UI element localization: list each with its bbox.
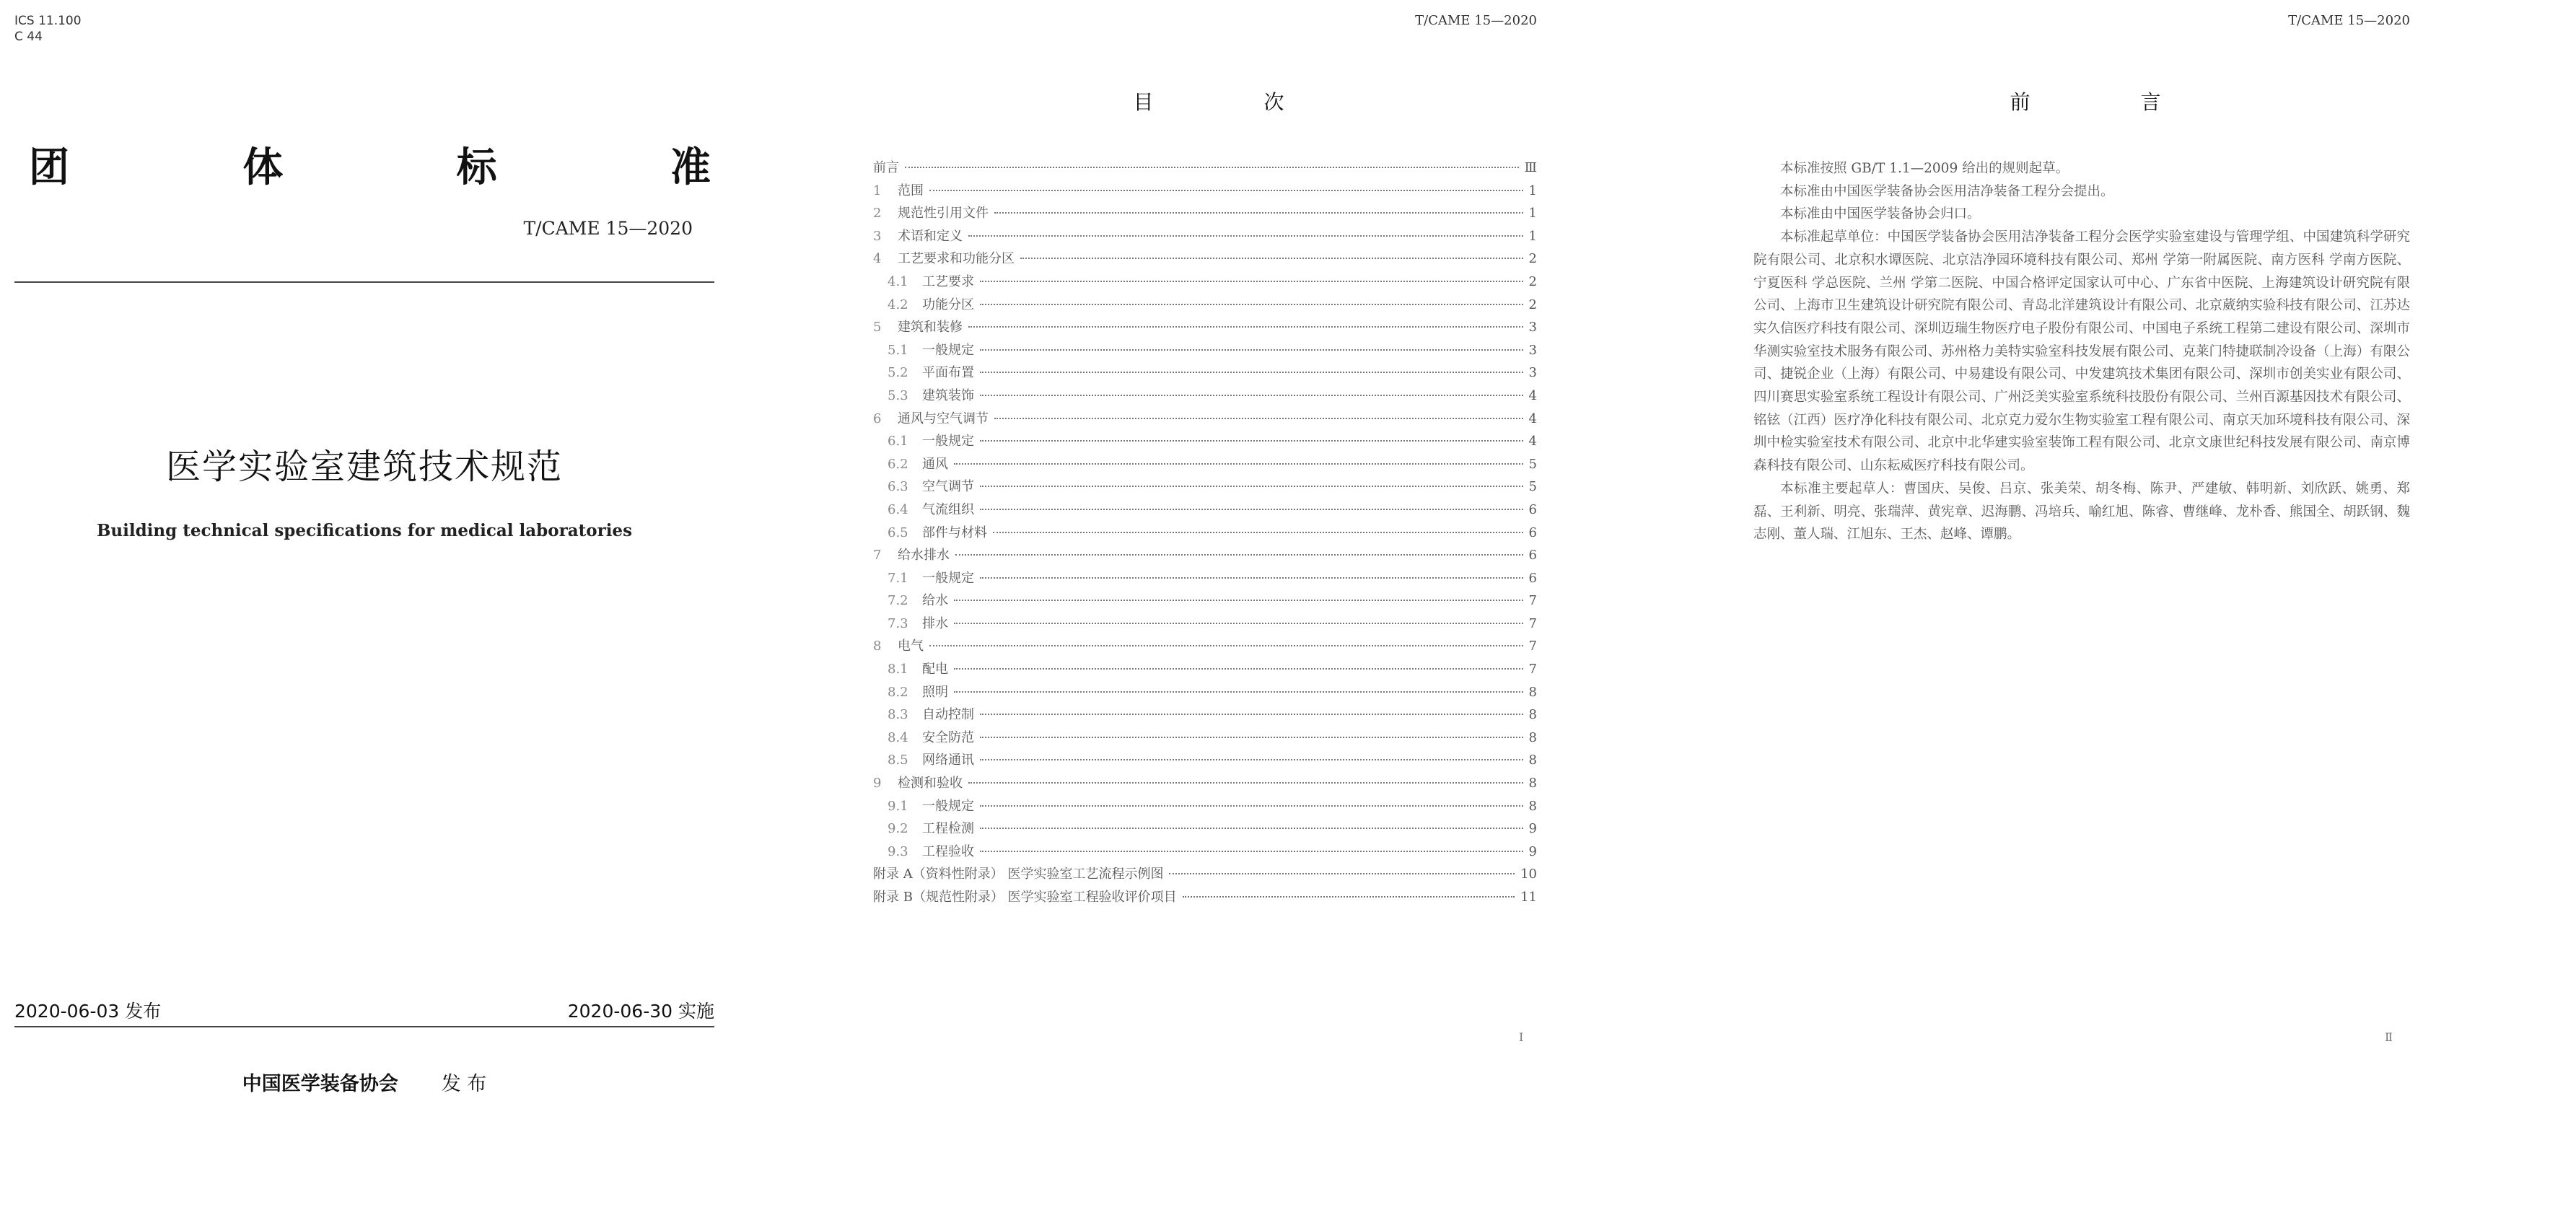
- toc-leader-dots: [954, 600, 1523, 601]
- toc-entry-title: 前言: [873, 160, 899, 175]
- toc-entry-label: [888, 522, 987, 541]
- toc-entry-title: 一般规定: [922, 342, 974, 358]
- toc-leader-dots: [980, 304, 1523, 305]
- toc-entry-label: [888, 659, 948, 677]
- standard-category-title: [29, 136, 711, 193]
- toc-entry-page: 1: [1528, 183, 1537, 198]
- toc-entry-page: 7: [1528, 593, 1537, 609]
- toc-entry-page: 5: [1528, 479, 1537, 495]
- category-char: 团: [29, 144, 69, 191]
- toc-entry-label: [888, 476, 974, 495]
- toc-entry-number: 5.1: [888, 342, 908, 358]
- toc-entry[interactable]: [873, 590, 1537, 613]
- toc-entry-number: 8.2: [888, 684, 908, 700]
- toc-leader-dots: [980, 759, 1523, 760]
- toc-leader-dots: [993, 532, 1523, 533]
- toc-entry[interactable]: [873, 613, 1537, 636]
- toc-leader-dots: [968, 782, 1523, 784]
- toc-entry-page: 8: [1528, 707, 1537, 723]
- toc-entry[interactable]: [873, 476, 1537, 499]
- toc-entry[interactable]: [873, 385, 1537, 408]
- toc-entry-page: 1: [1528, 206, 1537, 221]
- toc-leader-dots: [954, 623, 1523, 624]
- page-number: Ⅱ: [2385, 1030, 2393, 1044]
- toc-entry-title: 给水排水: [898, 548, 950, 563]
- toc-leader-dots: [980, 281, 1523, 282]
- toc-entry-label: [873, 864, 1163, 882]
- toc-leader-dots: [954, 691, 1523, 693]
- toc-entry-title: 工程验收: [922, 843, 974, 859]
- toc-entry-title: 附录 B（规范性附录） 医学实验室工程验收评价项目: [873, 890, 1177, 905]
- toc-entry-page: 3: [1528, 342, 1537, 358]
- toc-entry-number: 7.1: [888, 570, 908, 586]
- toc-entry-label: [888, 613, 948, 632]
- running-header: T/CAME 15—2020: [1415, 13, 1537, 28]
- toc-entry-label: [873, 317, 963, 335]
- toc-entry-page: 7: [1528, 639, 1537, 654]
- toc-entry-label: [873, 887, 1177, 905]
- toc-entry[interactable]: [873, 294, 1537, 317]
- toc-entry-title: 给水: [922, 593, 948, 609]
- category-char: 标: [456, 144, 497, 191]
- toc-entry[interactable]: [873, 841, 1537, 864]
- toc-entry-number: 5.2: [888, 365, 908, 381]
- toc-entry-label: [873, 157, 899, 176]
- toc-page: [851, 0, 1566, 1215]
- issuer-name: 中国医学装备协会: [242, 1073, 398, 1095]
- toc-entry-page: 8: [1528, 729, 1537, 745]
- toc-entry-label: [888, 271, 974, 290]
- toc-entry-number: 8.1: [888, 662, 908, 677]
- toc-entry-number: 6.1: [888, 434, 908, 449]
- toc-entry[interactable]: [873, 659, 1537, 682]
- toc-entry-label: [888, 294, 974, 313]
- toc-leader-dots: [980, 509, 1523, 510]
- toc-entry-number: 9.1: [888, 798, 908, 814]
- toc-entry[interactable]: [873, 499, 1537, 522]
- toc-leader-dots: [905, 167, 1519, 168]
- toc-entry-title: 网络通讯: [922, 753, 974, 768]
- toc-entry-label: [888, 704, 974, 723]
- foreword-paragraph: 本标准起草单位：中国医学装备协会医用洁净装备工程分会医学实验室建设与管理学组、中国建筑科学研究院有限公司、北京积水谭医院、北京洁净园环境科技有限公司、郑州 学第一附属医院、南方医科 学南方医院、宁夏医科 学总医院、兰州 学第二医院、中国合格评定国家认可中心、广东省中医院、上海建筑设计研究院有限公司、上海市卫生建筑设计研究院有限公司、青岛北洋建筑设计有限公司、北京葳纳实验科技有限公司、江苏达实久信医疗科技有限公司、深圳迈瑞生物医疗电子股份有限公司、中国电子系统工程第二建设有限公司、深圳市华测实验室技术服务有限公司、苏州格力美特实验室科技发展有限公司、克莱门特捷联制冷设备（上海）有限公司、捷锐企业（上海）有限公司、中易建设有限公司、中发建筑技术集团有限公司、深圳市创美实业有限公司、四川赛思实验室系统工程设计有限公司、广州泛美实验室系统科技股份有限公司、兰州百源基因技术有限公司、铭铉（江西）医疗净化科技有限公司、北京克力爱尔生物实验室工程有限公司、南京天加环境科技有限公司、深圳中检实验室技术有限公司、北京中北华建实验室装饰工程有限公司、北京文康世纪科技发展有限公司、南京博森科技有限公司、山东耘威医疗科技有限公司。: [1753, 229, 2410, 474]
- toc-entry-page: 6: [1528, 525, 1537, 540]
- toc-entry-title: 工艺要求和功能分区: [898, 251, 1015, 267]
- category-char: 体: [242, 144, 284, 191]
- toc-entry-number: 8.5: [888, 753, 908, 768]
- foreword-paragraph: 本标准由中国医学装备协会医用洁净装备工程分会提出。: [1780, 183, 2114, 199]
- toc-leader-dots: [980, 440, 1523, 442]
- publish-date: 2020-06-03 发布: [14, 1001, 162, 1022]
- toc-entry-title: 自动控制: [922, 707, 974, 723]
- toc-entry-title: 照明: [922, 684, 948, 700]
- toc-entry-title: 平面布置: [922, 365, 974, 381]
- toc-entry-number: 8.4: [888, 729, 908, 745]
- cover-divider-bottom: [14, 1026, 714, 1027]
- toc-entry-number: 5: [873, 320, 882, 335]
- toc-title: 目 次: [1133, 90, 1336, 114]
- toc-entry-title: 规范性引用文件: [898, 206, 989, 221]
- toc-entry[interactable]: [873, 454, 1537, 477]
- toc-entry-page: 4: [1528, 387, 1537, 403]
- toc-entry-number: 8.3: [888, 707, 908, 723]
- toc-entry-page: 9: [1528, 821, 1537, 837]
- foreword-title: 前 言: [2010, 90, 2213, 114]
- toc-entry-title: 空气调节: [922, 479, 974, 495]
- toc-entry[interactable]: [873, 796, 1537, 819]
- toc-entry-label: [888, 841, 974, 860]
- toc-entry-page: 3: [1528, 365, 1537, 381]
- toc-leader-dots: [980, 805, 1523, 807]
- toc-entry-title: 部件与材料: [922, 525, 987, 540]
- toc-entry[interactable]: [873, 317, 1537, 340]
- toc-entry[interactable]: [873, 773, 1537, 796]
- toc-entry-page: 8: [1528, 753, 1537, 768]
- toc-entry-title: 建筑和装修: [898, 320, 963, 335]
- toc-entry[interactable]: [873, 226, 1537, 249]
- standard-number: T/CAME 15—2020: [523, 218, 693, 239]
- toc-leader-dots: [929, 190, 1523, 191]
- cover-divider-top: [14, 281, 714, 283]
- toc-entry-title: 一般规定: [922, 570, 974, 586]
- toc-entry-label: [873, 180, 924, 199]
- toc-entry-page: 3: [1528, 320, 1537, 335]
- running-header: T/CAME 15—2020: [2288, 13, 2410, 28]
- implement-date: 2020-06-30 实施: [567, 1001, 714, 1022]
- toc-entry-number: 6.2: [888, 456, 908, 472]
- issuer-line: [0, 1068, 729, 1096]
- toc-entry-label: [888, 750, 974, 768]
- toc-entry-page: 8: [1528, 684, 1537, 700]
- toc-leader-dots: [955, 554, 1523, 556]
- foreword-paragraph: 本标准主要起草人：曹国庆、吴俊、吕京、张美荣、胡冬梅、陈尹、严建敏、韩明新、刘欣跃、姚勇、郑磊、王利新、明亮、张瑞萍、黄宪章、迟海鹏、冯培兵、喻红旭、陈睿、曹继峰、龙朴香、熊国全、胡跃钢、魏志刚、董人瑞、江旭东、王杰、赵峰、谭鹏。: [1753, 481, 2410, 543]
- toc-entry-label: [888, 499, 974, 518]
- toc-entry-label: [888, 796, 974, 815]
- toc-entry-title: 功能分区: [922, 297, 974, 312]
- toc-leader-dots: [929, 645, 1523, 646]
- toc-entry-page: 9: [1528, 843, 1537, 859]
- toc-entry-title: 电气: [898, 639, 924, 654]
- toc-leader-dots: [994, 212, 1523, 214]
- ics-code: ICS 11.100: [14, 14, 82, 28]
- classification-codes: [14, 13, 82, 45]
- toc-entry[interactable]: [873, 545, 1537, 568]
- toc-entry[interactable]: [873, 568, 1537, 591]
- toc-leader-dots: [980, 372, 1523, 373]
- toc-leader-dots: [980, 395, 1523, 396]
- toc-leader-dots: [954, 463, 1523, 465]
- category-char: 准: [670, 144, 711, 191]
- toc-entry-label: [888, 727, 974, 746]
- toc-entry-page: 4: [1528, 411, 1537, 426]
- toc-leader-dots: [980, 714, 1523, 715]
- toc-entry-page: 2: [1528, 297, 1537, 312]
- toc-entry-label: [873, 408, 989, 427]
- toc-entry-label: [888, 818, 974, 837]
- toc-entry-title: 附录 A（资料性附录） 医学实验室工艺流程示例图: [873, 867, 1164, 882]
- toc-entry[interactable]: [873, 522, 1537, 545]
- page-number: I: [1519, 1030, 1524, 1044]
- toc-entry[interactable]: [873, 682, 1537, 705]
- toc-entry-label: [888, 385, 974, 404]
- toc-entry-number: 9.2: [888, 821, 908, 837]
- toc-entry[interactable]: [873, 340, 1537, 363]
- toc-entry-number: 6.4: [888, 501, 908, 517]
- toc-leader-dots: [980, 486, 1523, 487]
- toc-entry-label: [888, 431, 974, 449]
- toc-entry-title: 范围: [898, 183, 924, 198]
- toc-entry-label: [888, 568, 974, 587]
- document-title-cn: 医学实验室建筑技术规范: [165, 447, 563, 487]
- toc-entry-number: 8: [873, 639, 882, 654]
- toc-entry[interactable]: [873, 203, 1537, 226]
- toc-list: [873, 157, 1537, 910]
- toc-entry-label: [873, 773, 963, 791]
- toc-entry-number: 7.3: [888, 615, 908, 631]
- toc-entry-page: 10: [1520, 867, 1537, 882]
- toc-entry-title: 建筑装饰: [922, 387, 974, 403]
- toc-leader-dots: [954, 668, 1523, 670]
- toc-entry[interactable]: [873, 157, 1537, 180]
- toc-entry-number: 1: [873, 183, 882, 198]
- toc-entry-label: [888, 454, 948, 473]
- toc-entry-title: 一般规定: [922, 434, 974, 449]
- toc-leader-dots: [980, 577, 1523, 579]
- ccs-code: C 44: [14, 30, 43, 44]
- toc-entry-page: 8: [1528, 776, 1537, 791]
- toc-entry[interactable]: [873, 431, 1537, 454]
- toc-leader-dots: [980, 737, 1523, 738]
- toc-entry-title: 工程检测: [922, 821, 974, 837]
- toc-entry-page: 7: [1528, 662, 1537, 677]
- toc-leader-dots: [980, 349, 1523, 351]
- toc-entry-number: 7.2: [888, 593, 908, 609]
- toc-entry-page: 4: [1528, 434, 1537, 449]
- toc-entry-page: 7: [1528, 615, 1537, 631]
- toc-entry-label: [873, 203, 989, 221]
- toc-entry-number: 9.3: [888, 843, 908, 859]
- toc-entry-label: [888, 590, 948, 609]
- toc-entry-number: 6.3: [888, 479, 908, 495]
- foreword-paragraph: 本标准按照 GB/T 1.1—2009 给出的规则起草。: [1780, 161, 2069, 176]
- toc-entry-page: 2: [1528, 251, 1537, 267]
- toc-leader-dots: [994, 418, 1523, 419]
- toc-entry-title: 气流组织: [922, 501, 974, 517]
- toc-entry[interactable]: [873, 362, 1537, 385]
- toc-entry-label: [873, 545, 950, 563]
- toc-entry-page: 6: [1528, 570, 1537, 586]
- toc-entry[interactable]: [873, 704, 1537, 727]
- toc-entry-title: 工艺要求: [922, 273, 974, 289]
- toc-entry-number: 3: [873, 228, 882, 244]
- toc-entry-number: 5.3: [888, 387, 908, 403]
- toc-entry-label: [873, 636, 924, 654]
- toc-entry[interactable]: [873, 887, 1537, 910]
- issue-word: 发 布: [441, 1073, 487, 1095]
- toc-entry-number: 6: [873, 411, 882, 426]
- toc-entry-page: 8: [1528, 798, 1537, 814]
- toc-entry-number: 4: [873, 251, 882, 267]
- toc-entry-number: 9: [873, 776, 882, 791]
- toc-entry-page: 6: [1528, 501, 1537, 517]
- toc-entry[interactable]: [873, 408, 1537, 431]
- toc-entry[interactable]: [873, 248, 1537, 271]
- document-title-en: Building technical specifications for medical laboratories: [96, 521, 633, 540]
- toc-entry-label: [888, 682, 948, 701]
- toc-entry-page: 2: [1528, 273, 1537, 289]
- toc-entry[interactable]: [873, 727, 1537, 750]
- toc-entry[interactable]: [873, 271, 1537, 294]
- toc-entry-title: 通风: [922, 456, 948, 472]
- toc-leader-dots: [968, 235, 1523, 237]
- toc-entry-title: 通风与空气调节: [898, 411, 989, 426]
- toc-entry[interactable]: [873, 180, 1537, 203]
- toc-entry-label: [873, 248, 1015, 267]
- toc-entry-page: 1: [1528, 228, 1537, 244]
- toc-entry-title: 配电: [922, 662, 948, 677]
- toc-leader-dots: [980, 851, 1523, 852]
- toc-entry[interactable]: [873, 818, 1537, 841]
- toc-leader-dots: [1020, 258, 1523, 259]
- toc-leader-dots: [1183, 896, 1515, 898]
- toc-entry-number: 2: [873, 206, 882, 221]
- toc-entry-title: 一般规定: [922, 798, 974, 814]
- toc-entry-number: 6.5: [888, 525, 908, 540]
- foreword-page: [1732, 0, 2439, 1215]
- toc-entry-number: 4.1: [888, 273, 908, 289]
- toc-entry-title: 术语和定义: [898, 228, 963, 244]
- toc-leader-dots: [968, 326, 1523, 328]
- toc-leader-dots: [1169, 873, 1515, 874]
- toc-entry-title: 排水: [922, 615, 948, 631]
- toc-entry[interactable]: [873, 750, 1537, 773]
- cover-page: [0, 0, 729, 1215]
- toc-entry-title: 安全防范: [922, 729, 974, 745]
- toc-entry-label: [888, 362, 974, 381]
- toc-entry-page: 11: [1520, 890, 1537, 905]
- foreword-paragraph: 本标准由中国医学装备协会归口。: [1780, 206, 1981, 222]
- foreword-body: [1753, 157, 2410, 546]
- toc-entry-label: [873, 226, 963, 245]
- toc-entry-number: 4.2: [888, 297, 908, 312]
- toc-leader-dots: [980, 828, 1523, 829]
- toc-entry-page: 5: [1528, 456, 1537, 472]
- toc-entry-page: 6: [1528, 548, 1537, 563]
- toc-entry[interactable]: [873, 864, 1537, 887]
- toc-entry-number: 7: [873, 548, 882, 563]
- toc-entry[interactable]: [873, 636, 1537, 659]
- toc-entry-title: 检测和验收: [898, 776, 963, 791]
- toc-entry-label: [888, 340, 974, 359]
- toc-entry-page: Ⅲ: [1524, 160, 1537, 175]
